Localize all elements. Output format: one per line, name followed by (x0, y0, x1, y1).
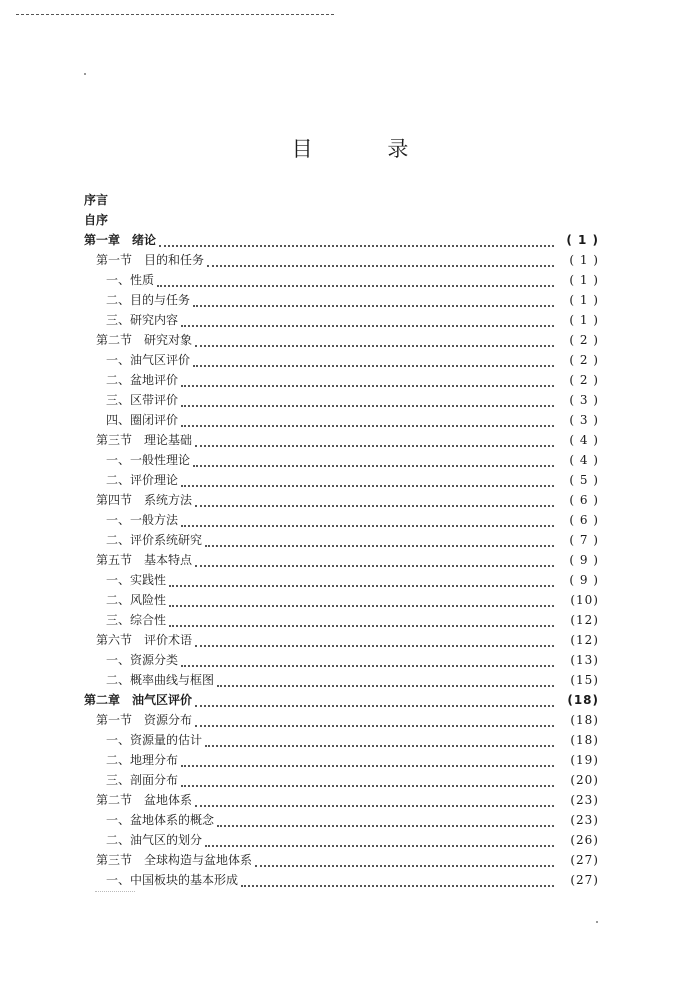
toc-entry (84, 310, 599, 330)
toc-entry (84, 850, 599, 870)
toc-entry-page: ( 4 ) (569, 453, 599, 467)
toc-entry (84, 670, 599, 690)
toc-entry-label: 二、评价系统研究 (106, 533, 203, 547)
toc-entry-label: 一、一般性理论 (106, 453, 191, 467)
dot-leader (181, 759, 554, 767)
toc-entry-label: 一、盆地体系的概念 (106, 813, 215, 827)
toc-entry-label: 第一节 资源分布 (96, 713, 193, 727)
toc-entry (84, 750, 599, 770)
toc-entry-page: ( 1 ) (569, 313, 599, 327)
toc-entry-page: (13) (570, 653, 599, 667)
toc-entry (84, 630, 599, 650)
toc-entry (84, 390, 599, 410)
dot-leader (193, 299, 554, 307)
toc-entry (84, 590, 599, 610)
toc-entry-label: 一、资源分类 (106, 653, 179, 667)
toc-entry-label: 二、概率曲线与框图 (106, 673, 215, 687)
toc-entry (84, 790, 599, 810)
dot-leader (217, 679, 554, 687)
toc-entry-label: 第二节 研究对象 (96, 333, 193, 347)
toc-entry-label: 一、一般方法 (106, 513, 179, 527)
dot-leader (181, 419, 554, 427)
dot-leader (181, 779, 554, 787)
dot-leader (181, 319, 554, 327)
toc-entry-label: 第二章 油气区评价 (84, 693, 193, 707)
toc-entry (84, 690, 599, 710)
toc-entry-label: 三、综合性 (106, 613, 167, 627)
dot-leader (195, 559, 554, 567)
toc-entry (84, 410, 599, 430)
toc-entry-page: (10) (570, 593, 599, 607)
toc-entry (84, 530, 599, 550)
toc-entry-page: (26) (570, 833, 599, 847)
toc-entry-page: (23) (570, 793, 599, 807)
toc-entry-page: (20) (570, 773, 599, 787)
toc-entry-page: (27) (570, 873, 599, 887)
toc-entry-page: (27) (570, 853, 599, 867)
toc-entry-page: ( 9 ) (569, 573, 599, 587)
toc-entry-label: 三、研究内容 (106, 313, 179, 327)
toc-entry-page: ( 2 ) (569, 353, 599, 367)
toc-entry-page: ( 6 ) (569, 493, 599, 507)
toc-entry-label: 第三节 理论基础 (96, 433, 193, 447)
toc-entry-page: ( 6 ) (569, 513, 599, 527)
top-dashed-rule (16, 14, 334, 15)
toc-entry-label: 二、评价理论 (106, 473, 179, 487)
dot-leader (195, 699, 554, 707)
table-of-contents (84, 190, 599, 890)
toc-entry-label: 第一节 目的和任务 (96, 253, 205, 267)
toc-entry-label: 自序 (84, 213, 109, 227)
dot-leader (195, 439, 554, 447)
dot-leader (195, 499, 554, 507)
dot-leader (157, 279, 554, 287)
toc-entry-page: ( 1 ) (569, 273, 599, 287)
toc-entry (84, 210, 599, 230)
toc-entry (84, 290, 599, 310)
dot-leader (159, 239, 554, 247)
toc-entry-label: 第五节 基本特点 (96, 553, 193, 567)
toc-entry-label: 第一章 绪论 (84, 233, 157, 247)
toc-entry (84, 330, 599, 350)
toc-entry-label: 二、风险性 (106, 593, 167, 607)
toc-entry-page: (18) (570, 733, 599, 747)
dot-leader (205, 839, 554, 847)
toc-entry (84, 230, 599, 250)
toc-entry-page: ( 1 ) (569, 253, 599, 267)
dot-leader (169, 599, 554, 607)
toc-entry-page: ( 3 ) (569, 413, 599, 427)
toc-entry-page: ( 1 ) (566, 233, 599, 247)
toc-entry (84, 470, 599, 490)
toc-entry (84, 570, 599, 590)
dot-leader (181, 659, 554, 667)
toc-entry-page: ( 3 ) (569, 393, 599, 407)
toc-entry-page: ( 9 ) (569, 553, 599, 567)
toc-entry-label: 第六节 评价术语 (96, 633, 193, 647)
toc-entry (84, 510, 599, 530)
page-title: 目 录 (291, 137, 443, 161)
scan-speck (84, 73, 86, 75)
toc-entry-page: ( 4 ) (569, 433, 599, 447)
toc-entry-label: 序言 (84, 193, 109, 207)
toc-entry (84, 350, 599, 370)
toc-entry (84, 650, 599, 670)
dot-leader (241, 879, 554, 887)
toc-entry-page: ( 5 ) (569, 473, 599, 487)
toc-entry (84, 550, 599, 570)
toc-entry-label: 一、性质 (106, 273, 155, 287)
dot-leader (195, 799, 554, 807)
dot-leader (195, 719, 554, 727)
toc-entry (84, 810, 599, 830)
toc-entry-label: 一、中国板块的基本形成 (106, 873, 239, 887)
toc-entry-page: (12) (570, 613, 599, 627)
toc-entry-page: ( 1 ) (569, 293, 599, 307)
dot-leader (181, 479, 554, 487)
toc-entry (84, 450, 599, 470)
dot-leader (255, 859, 554, 867)
toc-entry (84, 710, 599, 730)
dot-leader (193, 459, 554, 467)
dot-leader (169, 579, 554, 587)
toc-entry (84, 270, 599, 290)
toc-entry-page: ( 7 ) (569, 533, 599, 547)
toc-entry-page: (18) (567, 693, 599, 707)
toc-entry-label: 第四节 系统方法 (96, 493, 193, 507)
toc-entry (84, 430, 599, 450)
dot-leader (169, 619, 554, 627)
dot-leader (181, 399, 554, 407)
toc-entry (84, 490, 599, 510)
toc-entry (84, 610, 599, 630)
toc-entry-label: 三、剖面分布 (106, 773, 179, 787)
toc-entry-page: (19) (570, 753, 599, 767)
toc-entry-label: 一、油气区评价 (106, 353, 191, 367)
toc-entry-label: 第三节 全球构造与盆地体系 (96, 853, 253, 867)
dot-leader (193, 359, 554, 367)
toc-entry-label: 一、实践性 (106, 573, 167, 587)
toc-entry-page: (23) (570, 813, 599, 827)
dot-leader (205, 739, 554, 747)
toc-entry-label: 二、油气区的划分 (106, 833, 203, 847)
toc-entry-label: 一、资源量的估计 (106, 733, 203, 747)
toc-entry (84, 190, 599, 210)
faint-trailing-line (95, 891, 135, 892)
toc-entry-label: 三、区带评价 (106, 393, 179, 407)
toc-entry-label: 二、盆地评价 (106, 373, 179, 387)
scan-speck (596, 921, 598, 923)
toc-entry (84, 830, 599, 850)
dot-leader (205, 539, 554, 547)
toc-entry (84, 770, 599, 790)
toc-entry-page: ( 2 ) (569, 373, 599, 387)
toc-entry-page: (15) (570, 673, 599, 687)
toc-entry (84, 250, 599, 270)
toc-entry-label: 二、目的与任务 (106, 293, 191, 307)
toc-entry-label: 第二节 盆地体系 (96, 793, 193, 807)
toc-entry (84, 370, 599, 390)
toc-entry-label: 四、圈闭评价 (106, 413, 179, 427)
dot-leader (181, 379, 554, 387)
dot-leader (217, 819, 554, 827)
toc-entry-page: (18) (570, 713, 599, 727)
dot-leader (207, 259, 554, 267)
dot-leader (181, 519, 554, 527)
toc-entry-page: (12) (570, 633, 599, 647)
toc-entry-page: ( 2 ) (569, 333, 599, 347)
dot-leader (195, 639, 554, 647)
toc-entry (84, 730, 599, 750)
toc-entry (84, 870, 599, 890)
dot-leader (195, 339, 554, 347)
toc-entry-label: 二、地理分布 (106, 753, 179, 767)
